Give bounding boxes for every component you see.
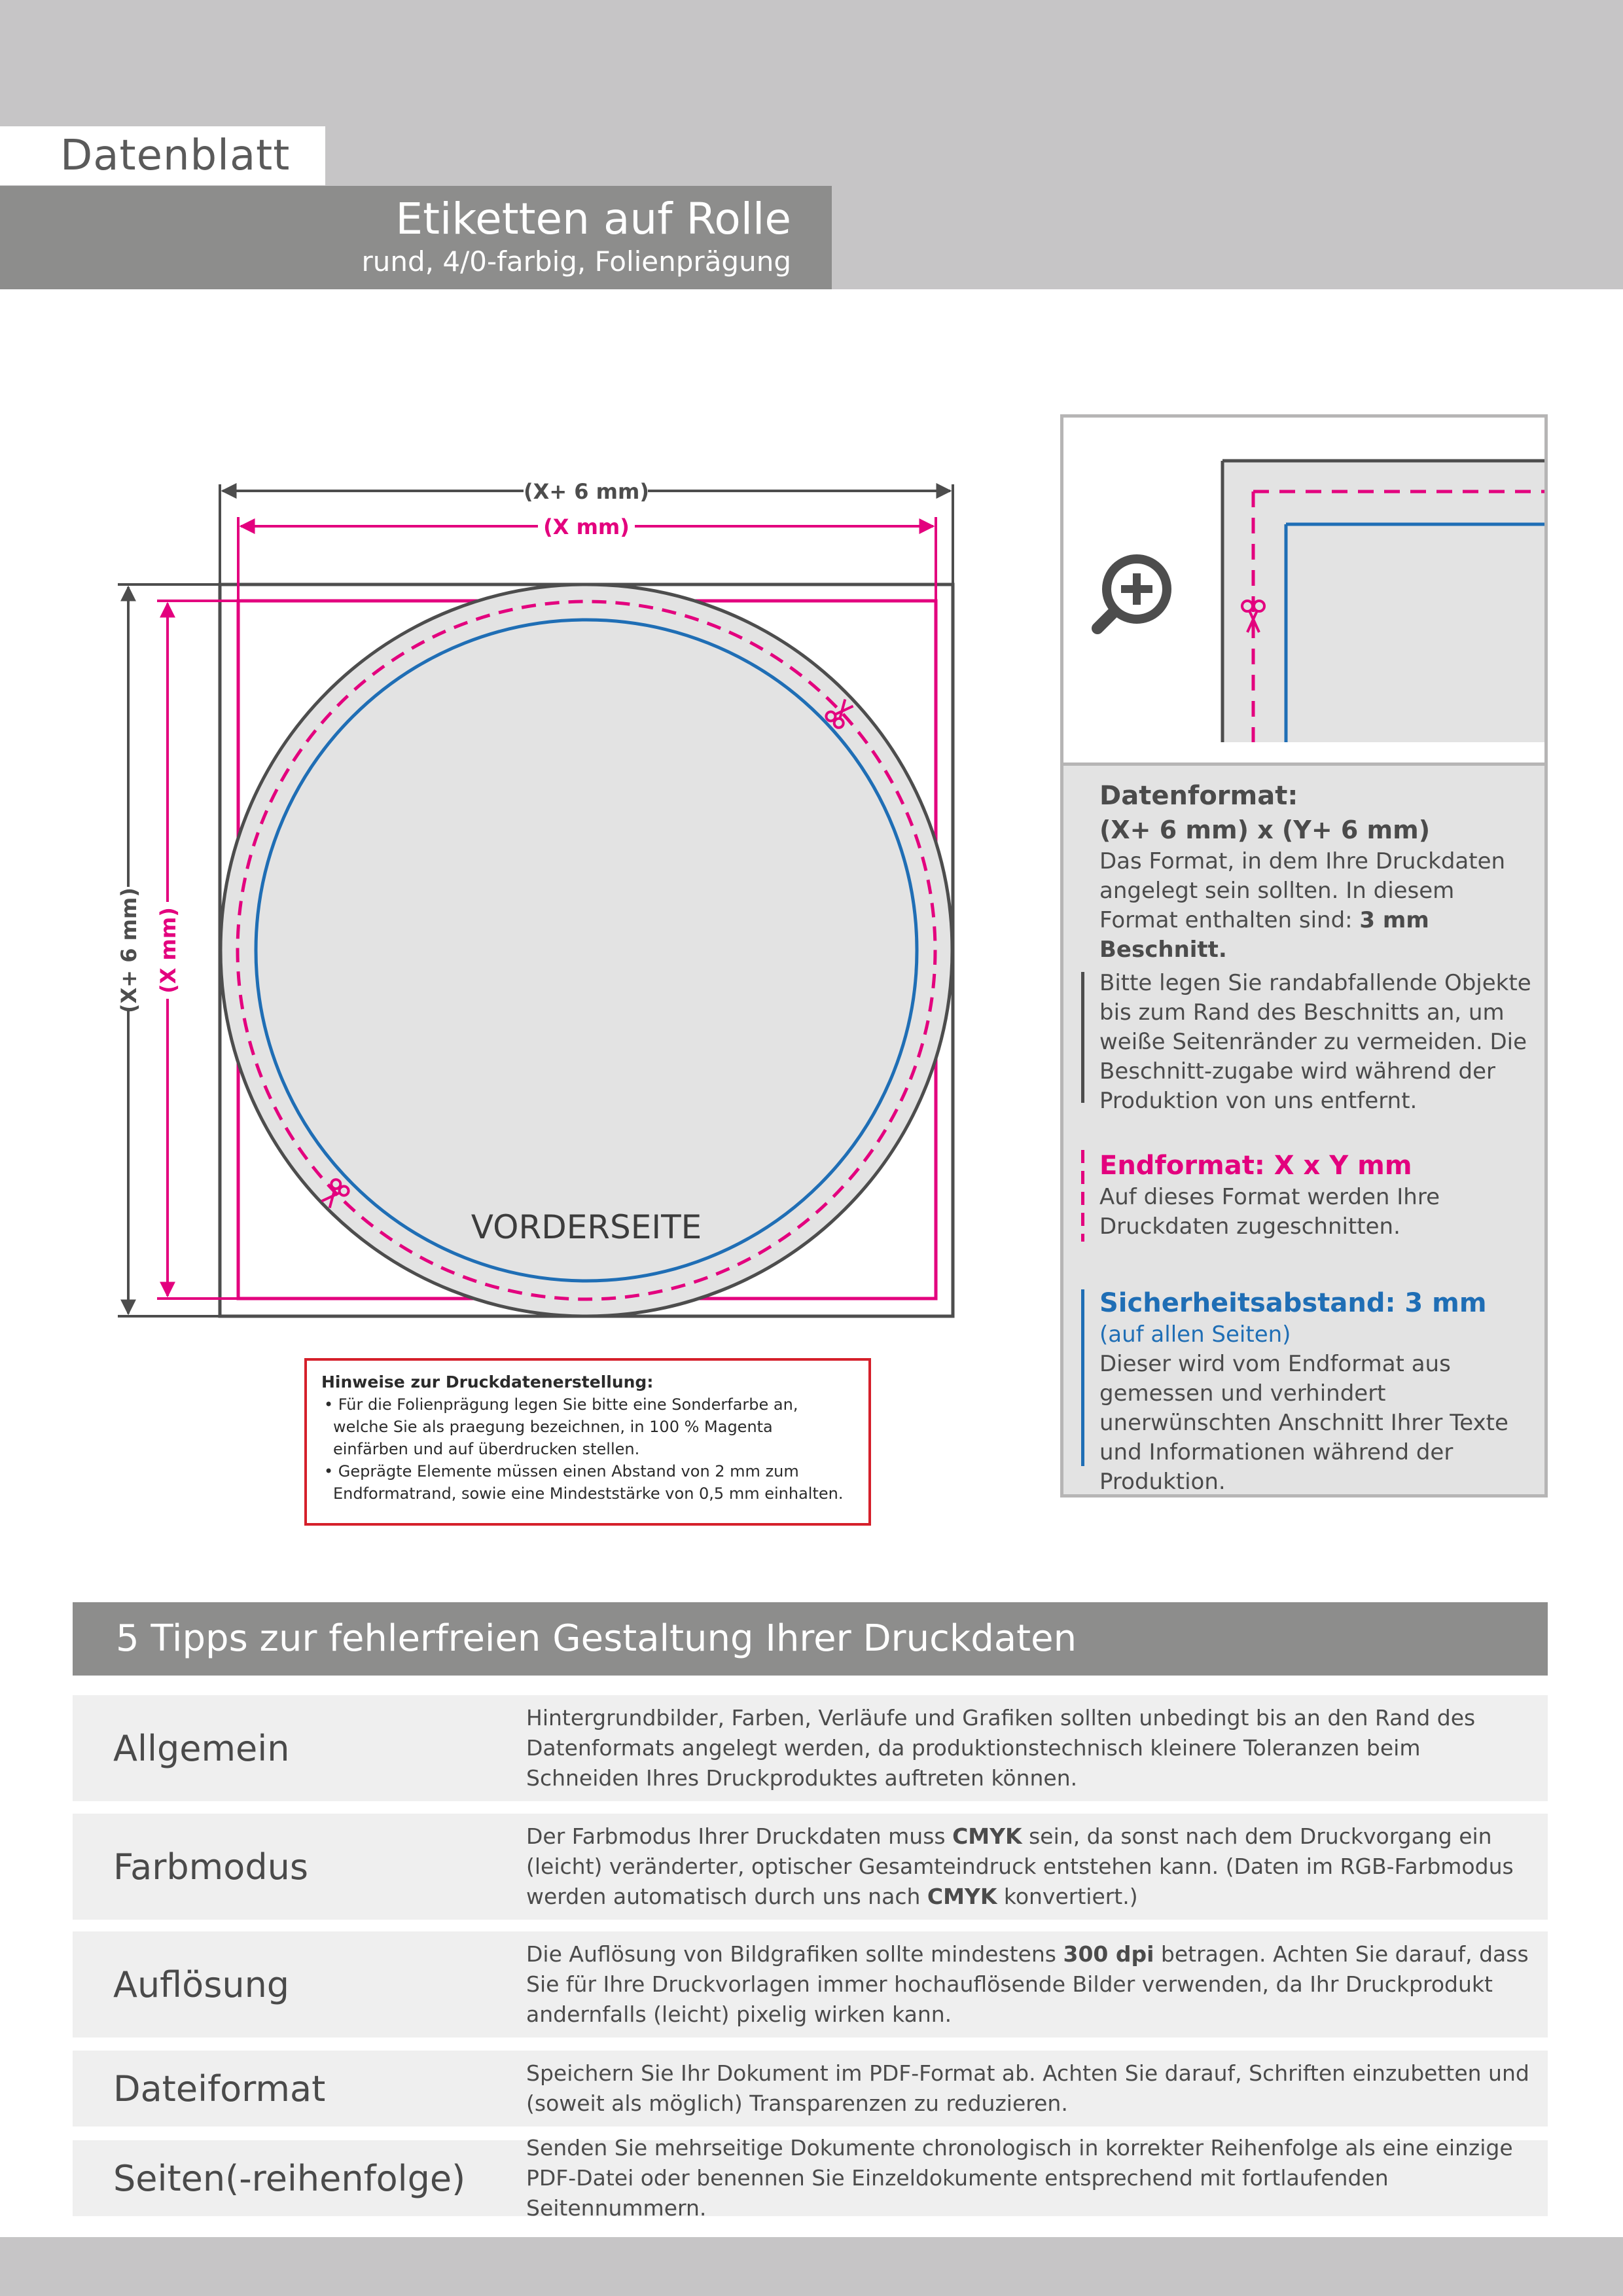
beschnitt-text: Bitte legen Sie randabfallende Objekte bis zum Rand des Beschnitts an, um weiße Seitenränder zu vermeiden. Die Beschnitt-zugabe wird während der Produktion von uns entfernt.: [1099, 970, 1531, 1114]
tip-label: Auflösung: [113, 1964, 290, 2005]
zoom-panel: [1060, 414, 1548, 1498]
dim-label-inner-h: (X mm): [543, 514, 630, 539]
endformat-block: [1099, 1149, 1531, 1242]
corner-detail-illustration: [1063, 418, 1544, 761]
tip-row: [73, 1931, 1548, 2037]
tip-row: [73, 1814, 1548, 1920]
tip-label: Seiten(-reihenfolge): [113, 2157, 466, 2199]
page-subtitle: rund, 4/0-farbig, Folienprägung: [361, 245, 791, 278]
datenformat-text: Das Format, in dem Ihre Druckdaten angelegt sein sollten. In diesem Format enthalten sind: 3 mm Beschnitt.: [1099, 848, 1506, 963]
page-title: Etiketten auf Rolle: [395, 194, 791, 244]
print-hints-box: [304, 1358, 871, 1526]
endformat-text: Auf dieses Format werden Ihre Druckdaten zugeschnitten.: [1099, 1184, 1440, 1240]
sicherheit-heading: Sicherheitsabstand: 3 mm: [1099, 1288, 1487, 1318]
tip-text: Speichern Sie Ihr Dokument im PDF-Format ab. Achten Sie darauf, Schriften einzubetten und (soweit als möglich) Transparenzen zu reduzieren.: [526, 2060, 1529, 2116]
zoom-in-icon: [1097, 559, 1167, 628]
hint-item: • Geprägte Elemente müssen einen Abstand von 2 mm zum Endformatrand, sowie eine Mindeststärke von 0,5 mm einhalten.: [324, 1462, 844, 1503]
tip-label: Dateiformat: [113, 2068, 326, 2109]
sicherheit-block: [1099, 1286, 1531, 1497]
hints-title: Hinweise zur Druckdatenerstellung:: [321, 1372, 654, 1391]
format-info: [1063, 762, 1544, 1494]
dim-label-outer-v: (X+ 6 mm): [116, 888, 141, 1013]
dim-label-inner-v: (X mm): [156, 907, 181, 994]
title-box: [0, 186, 832, 289]
trim-bar: [1081, 1150, 1084, 1242]
zoom-detail: [1063, 418, 1544, 761]
tip-text: Die Auflösung von Bildgrafiken sollte mindestens 300 dpi betragen. Achten Sie darauf, dass Sie für Ihre Druckvorlagen immer hochauflösende Bilder verwenden, da Ihr Druckprodukt andernfalls (leicht) pixelig wirken kann.: [526, 1941, 1529, 2027]
sicherheit-text: Dieser wird vom Endformat aus gemessen und verhindert unerwünschten Anschnitt Ihrer Texte und Informationen während der Produktion.: [1099, 1351, 1508, 1495]
tip-label: Farbmodus: [113, 1846, 308, 1888]
tip-row: [73, 2135, 1548, 2221]
tips-header: 5 Tipps zur fehlerfreien Gestaltung Ihrer Druckdaten: [73, 1602, 1548, 1676]
tip-text: Hintergrundbilder, Farben, Verläufe und Grafiken sollten unbedingt bis an den Rand des Datenformats angelegt werden, da produktionstechnisch kleinere Toleranzen beim Schneiden Ihres Druckproduktes auftreten können.: [526, 1705, 1476, 1791]
datenformat-subheading: (X+ 6 mm) x (Y+ 6 mm): [1099, 816, 1431, 844]
format-diagram: [0, 393, 982, 1322]
datenformat-heading: Datenformat:: [1099, 781, 1298, 811]
datasheet-label: Datenblatt: [0, 126, 325, 185]
safety-bar: [1081, 1289, 1084, 1466]
side-label: VORDERSEITE: [471, 1208, 702, 1246]
tip-row: [73, 1695, 1548, 1801]
tip-text: Senden Sie mehrseitige Dokumente chronologisch in korrekter Reihenfolge als eine einzige PDF-Datei oder benennen Sie Einzeldokumente entsprechend mit fortlaufenden Seitennummern.: [526, 2135, 1513, 2221]
endformat-heading: Endformat: X x Y mm: [1099, 1151, 1412, 1181]
tip-text: Der Farbmodus Ihrer Druckdaten muss CMYK sein, da sonst nach dem Druckvorgang ein (leicht) veränderter, optischer Gesamteindruck entstehen kann. (Daten im RGB-Farbmodus werden automatisch durch uns nach CMYK konvertiert.): [526, 1823, 1514, 1909]
dim-label-outer-h: (X+ 6 mm): [524, 479, 649, 504]
tip-label: Allgemein: [113, 1727, 290, 1769]
datenformat-block: [1099, 779, 1531, 965]
tip-row: [73, 2051, 1548, 2126]
hint-item: • Für die Folienprägung legen Sie bitte eine Sonderfarbe an, welche Sie als praegung bezeichnen, in 100 % Magenta einfärben und auf überdrucken stellen.: [324, 1395, 798, 1458]
bleed-bar: [1081, 972, 1084, 1103]
bottom-band: [0, 2237, 1623, 2296]
sicherheit-subheading: (auf allen Seiten): [1099, 1321, 1291, 1348]
